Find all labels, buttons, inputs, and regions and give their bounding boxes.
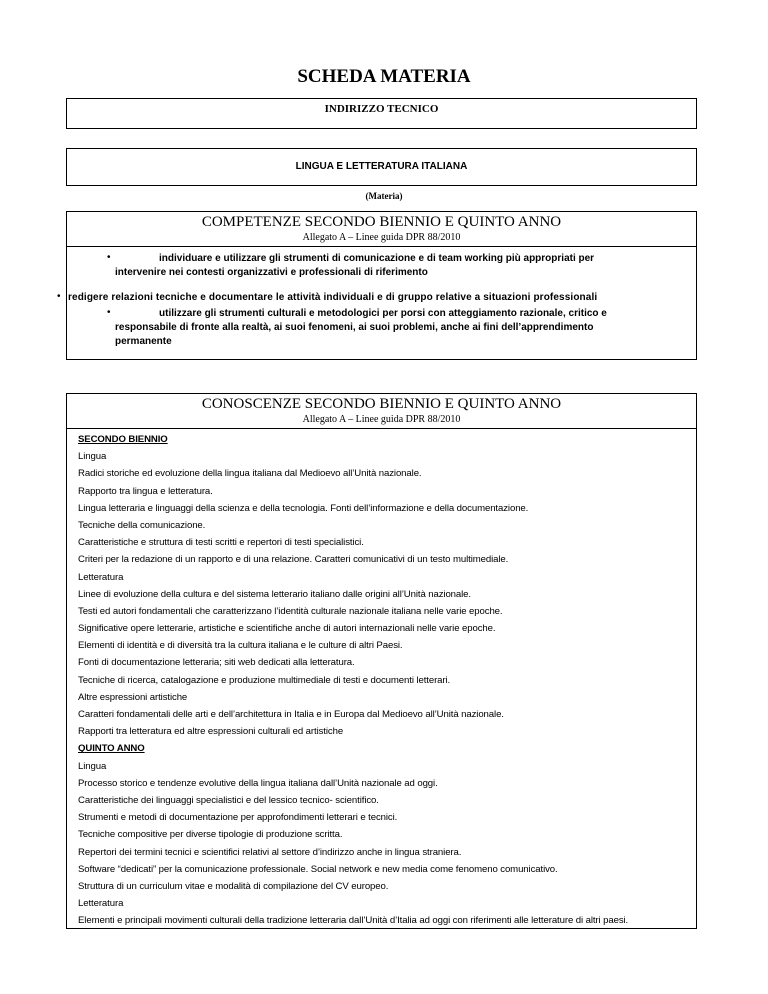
list-item: Lingua [78,760,107,772]
list-item: Repertori dei termini tecnici e scientifici relativi al settore d’indirizzo anche in lingua straniera. [78,846,462,858]
section-heading: SECONDO BIENNIO [78,434,168,445]
indirizzo-box [66,98,697,129]
list-item: Significative opere letterarie, artistiche e scientifiche anche di autori internazionali nelle varie epoche. [78,623,496,635]
competenza-item-3-line-3: permanente [115,336,172,347]
list-item: Rapporti tra letteratura ed altre espressioni culturali ed artistiche [78,726,344,738]
list-item: Strumenti e metodi di documentazione per approfondimenti letterari e tecnici. [78,812,398,824]
competenza-item-1-line-1: individuare e utilizzare gli strumenti di comunicazione e di team working più appropriati per [159,253,595,264]
materia-box [66,148,697,186]
list-item: Lingua [78,451,107,463]
competenza-item-1-line-2: intervenire nei contesti organizzativi e professionali di riferimento [115,267,428,278]
conoscenze-title: CONOSCENZE SECONDO BIENNIO E QUINTO ANNO [201,396,562,412]
list-item: Elementi di identità e di diversità tra la cultura italiana e le culture di altri Paesi. [78,640,403,652]
materia-caption: (Materia) [365,191,403,201]
competenze-subtitle: Allegato A – Linee guida DPR 88/2010 [302,232,461,243]
conoscenze-header [67,394,696,429]
materia-label: LINGUA E LETTERATURA ITALIANA [295,161,468,172]
competenza-item-3-line-1: utilizzare gli strumenti culturali e metodologici per porsi con atteggiamento razionale, critico e [159,308,607,319]
competenze-box [57,211,697,360]
conoscenze-subtitle: Allegato A – Linee guida DPR 88/2010 [302,414,461,425]
list-item: Software “dedicati” per la comunicazione professionale. Social network e new media come fenomeno comunicativo. [78,863,558,875]
list-item: Letteratura [78,571,124,583]
list-item: Linee di evoluzione della cultura e del sistema letterario italiano dalle origini all’Unità nazionale. [78,588,471,600]
list-item: Altre espressioni artistiche [78,691,188,703]
competenza-item-2-line-1: redigere relazioni tecniche e documentare le attività individuali e di gruppo relative a situazioni professionali [68,292,598,303]
competenza-item-3-line-2: responsabile di fronte alla realtà, ai suoi fenomeni, ai suoi problemi, anche ai fini dell’apprendimento [115,322,594,333]
list-item: Caratteri fondamentali delle arti e dell’architettura in Italia e in Europa dal Medioevo all’Unità nazionale. [78,709,504,720]
list-item: Tecniche della comunicazione. [78,519,206,531]
bullet-icon: • [57,291,61,302]
conoscenze-list [78,431,693,929]
list-item: Radici storiche ed evoluzione della lingua italiana dal Medioevo all’Unità nazionale. [78,468,422,480]
list-item: Elementi e principali movimenti culturali della tradizione letteraria dall’Unità d’Italia ad oggi con riferimenti alle letterature di altri paesi. [78,915,629,927]
list-item: Rapporto tra lingua e letteratura. [78,485,213,497]
section-heading: QUINTO ANNO [78,743,145,755]
list-item: Caratteristiche dei linguaggi specialistici e del lessico tecnico- scientifico. [78,794,379,806]
list-item: Fonti di documentazione letteraria; siti web dedicati alla letteratura. [78,657,355,669]
conoscenze-box [66,393,697,929]
list-item: Tecniche di ricerca, catalogazione e produzione multimediale di testi e documenti letterari. [78,674,451,686]
competenze-title: COMPETENZE SECONDO BIENNIO E QUINTO ANNO [201,214,562,230]
bullet-icon: • [107,252,111,263]
list-item: Caratteristiche e struttura di testi scritti e repertori di testi specialistici. [78,537,364,549]
bullet-icon: • [107,307,111,318]
list-item: Testi ed autori fondamentali che caratterizzano l’identità culturale nazionale italiana nelle varie epoche. [78,605,503,617]
list-item: Lingua letteraria e linguaggi della scienza e della tecnologia. Fonti dell’informazione e della documentazione. [78,502,529,514]
list-item: Struttura di un curriculum vitae e modalità di compilazione del CV europeo. [78,880,389,892]
indirizzo-label: INDIRIZZO TECNICO [324,103,439,115]
list-item: Letteratura [78,898,124,910]
list-item: Processo storico e tendenze evolutive della lingua italiana dall’Unità nazionale ad oggi. [78,777,438,789]
document-title: SCHEDA MATERIA [297,66,471,87]
competenze-header [67,212,696,247]
list-item: Tecniche compositive per diverse tipologie di produzione scritta. [78,829,343,841]
list-item: Criteri per la redazione di un rapporto e di una relazione. Caratteri comunicativi di un testo multimediale. [78,554,509,566]
